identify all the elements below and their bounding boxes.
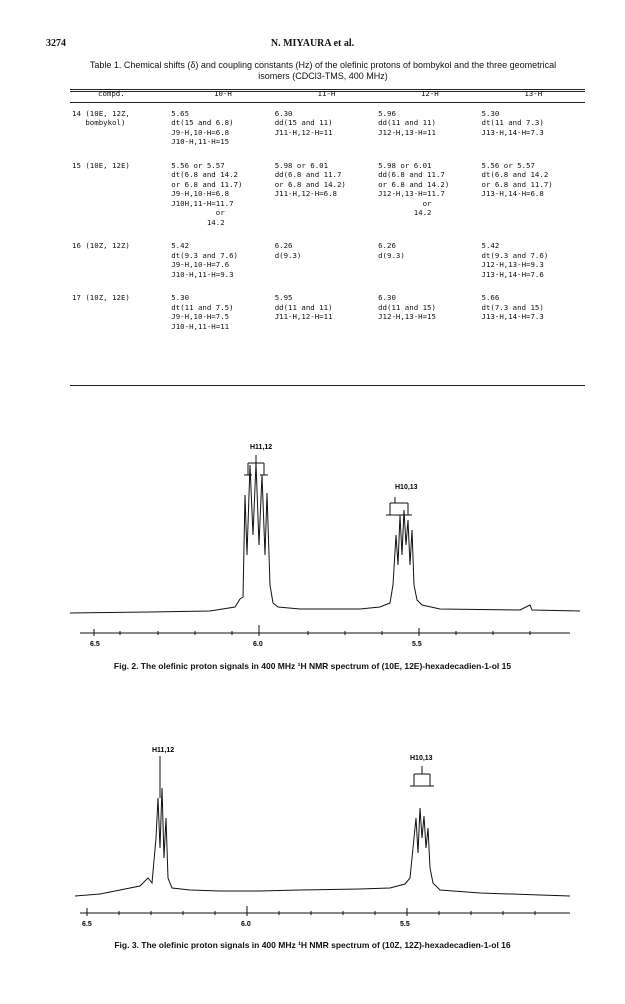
figure-3-caption: Fig. 3. The olefinic proton signals in 400 MHz ¹H NMR spectrum of (10Z, 12Z)-hexadecadien-1-ol 16 bbox=[114, 940, 511, 950]
shift-cell: 6.30 dd(11 and 15) J12-H,13-H=15 bbox=[378, 293, 436, 321]
compound-cell: 15 (10E, 12E) bbox=[72, 160, 130, 170]
table-row bbox=[70, 293, 585, 345]
shift-cell: 5.65 dt(15 and 6.8) J9-H,10-H=6.8 J10-H,11-H=15 bbox=[171, 108, 234, 146]
compound-cell: 17 (10Z, 12E) bbox=[72, 293, 130, 302]
table-header-row bbox=[70, 86, 585, 102]
column-header: 12-H bbox=[420, 89, 439, 98]
peak-label-h11-12: H11,12 bbox=[152, 747, 175, 754]
axis-ticks bbox=[87, 906, 535, 916]
axis-ticks bbox=[94, 625, 530, 636]
shift-cell: 5.66 dt(7.3 and 15) J13-H,14-H=7.3 bbox=[481, 293, 544, 321]
column-header: 10-H bbox=[214, 89, 232, 98]
shift-cell: 5.56 or 5.57 dt(6.8 and 14.2 or 6.8 and 11.7) J13-H,14-H=6.8 bbox=[481, 160, 553, 198]
shift-cell: 5.42 dt(9.3 and 7.6) J12-H,13-H=9.3 J13-H,14-H=7.6 bbox=[481, 241, 549, 279]
chemical-shift-table bbox=[70, 86, 585, 345]
running-head: N. MIYAURA et al. bbox=[270, 38, 355, 49]
shift-cell: 5.30 dt(11 and 7.3) J13-H,14-H=7.3 bbox=[481, 108, 544, 137]
shift-cell: 5.98 or 6.01 dd(6.8 and 11.7 or 6.8 and 14.2) J11-H,12-H=6.8 bbox=[274, 160, 346, 198]
compound-cell: 16 (10Z, 12Z) bbox=[72, 241, 130, 250]
tick-label: 6.0 bbox=[241, 921, 251, 928]
shift-cell: 5.95 dd(11 and 11) J11-H,12-H=11 bbox=[274, 293, 333, 321]
tick-label: 6.5 bbox=[90, 641, 100, 648]
peak-label-h10-13: H10,13 bbox=[395, 484, 418, 491]
nmr-spectrum-figure-3 bbox=[60, 738, 580, 933]
table-row bbox=[70, 161, 585, 242]
column-header: compd. bbox=[98, 89, 125, 98]
shift-cell: 6.30 dd(15 and 11) J11-H,12-H=11 bbox=[274, 108, 333, 137]
shift-cell: 5.98 or 6.01 dd(6.8 and 11.7 or 6.8 and 14.2) J12-H,13-H=11.7 or 14.2 bbox=[378, 160, 450, 217]
tick-label: 5.5 bbox=[412, 641, 422, 648]
shift-cell: 5.56 or 5.57 dt(6.8 and 14.2 or 6.8 and 11.7) J9-H,10-H=6.8 J10H,11-H=11.7 or 14.2 bbox=[171, 160, 243, 227]
column-header: 11-H bbox=[317, 89, 336, 98]
nmr-spectrum-figure-2 bbox=[60, 435, 580, 650]
table-bottom-rule bbox=[70, 385, 585, 386]
shift-cell: 5.42 dt(9.3 and 7.6) J9-H,10-H=7.6 J10-H,11-H=9.3 bbox=[171, 241, 239, 279]
spectrum-trace bbox=[75, 788, 570, 896]
spectrum-trace bbox=[70, 463, 580, 613]
column-header: 13-H bbox=[524, 89, 543, 98]
shift-cell: 6.26 d(9.3) bbox=[274, 241, 302, 260]
table-row bbox=[70, 241, 585, 293]
table-row bbox=[70, 109, 585, 161]
tick-label: 6.5 bbox=[82, 921, 92, 928]
shift-cell: 5.30 dt(11 and 7.5) J9-H,10-H=7.5 J10-H,11-H=11 bbox=[171, 293, 234, 331]
page-number: 3274 bbox=[46, 38, 66, 49]
integral-markers bbox=[244, 455, 412, 515]
compound-cell: 14 (10E, 12Z, bombykol) bbox=[72, 108, 130, 127]
figure-2-caption: Fig. 2. The olefinic proton signals in 400 MHz ¹H NMR spectrum of (10E, 12E)-hexadecadien-1-ol 15 bbox=[113, 661, 512, 671]
table-caption: Table 1. Chemical shifts (δ) and coupling constants (Hz) of the olefinic protons of bombykol and the three geometrical isomers (CDCl3-TMS, 400 MHz) bbox=[89, 60, 557, 81]
tick-label: 6.0 bbox=[253, 641, 263, 648]
shift-cell: 5.96 dd(11 and 11) J12-H,13-H=11 bbox=[378, 108, 436, 137]
shift-cell: 6.26 d(9.3) bbox=[378, 241, 405, 260]
peak-label-h10-13: H10,13 bbox=[410, 755, 433, 762]
peak-label-h11-12: H11,12 bbox=[250, 444, 273, 451]
integral-markers bbox=[160, 756, 434, 798]
tick-label: 5.5 bbox=[400, 921, 410, 928]
